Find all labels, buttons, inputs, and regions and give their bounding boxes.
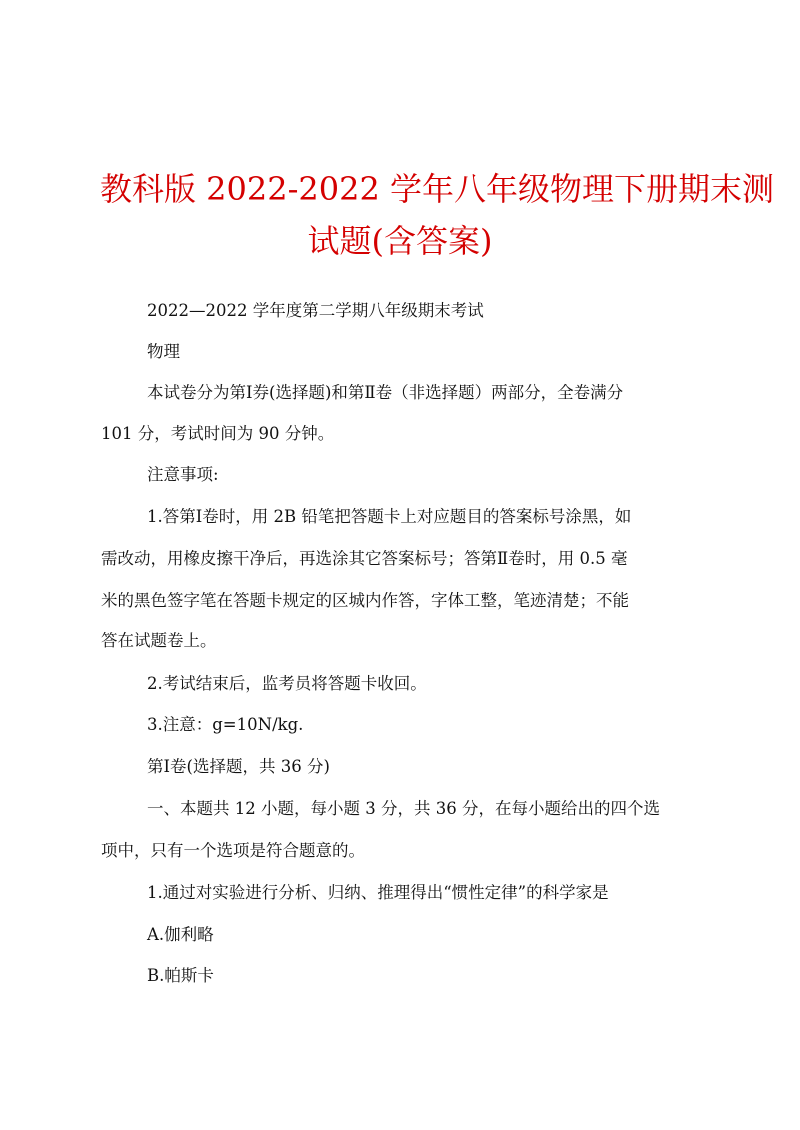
notice-2: 2.考试结束后，监考员将答题卡收回。: [147, 674, 427, 693]
notice-1-line-4: 答在试题卷上。: [101, 631, 217, 650]
question-1-option-b: B.帕斯卡: [147, 966, 214, 985]
notice-1-line-2: 需改动，用橡皮擦干净后，再选涂其它答案标号；答第Ⅱ卷时，用 0.5 毫: [101, 549, 628, 568]
notice-heading: 注意事项:: [147, 465, 219, 484]
notice-3: 3.注意：g=10N/kg.: [147, 715, 304, 734]
document-title-line-1: 教科版 2022-2022 学年八年级物理下册期末测: [100, 170, 775, 208]
paper-intro-line-2: 101 分，考试时间为 90 分钟。: [101, 424, 335, 443]
notice-1-line-1: 1.答第Ⅰ卷时，用 2B 铅笔把答题卡上对应题目的答案标号涂黑，如: [147, 507, 632, 526]
subject-label: 物理: [147, 342, 180, 361]
section-1-heading: 第Ⅰ卷(选择题，共 36 分): [147, 757, 330, 776]
notice-1-line-3: 米的黑色签字笔在答题卡规定的区城内作答，字体工整，笔迹清楚；不能: [101, 591, 629, 610]
question-1-option-a: A.伽利略: [147, 925, 214, 944]
document-title-line-2: 试题(含答案): [307, 222, 493, 260]
section-1-instructions-line-2: 项中，只有一个选项是符合题意的。: [101, 841, 365, 860]
question-1-stem: 1.通过对实验进行分析、归纳、推理得出“惯性定律”的科学家是: [147, 883, 609, 902]
paper-intro-line-1: 本试卷分为第Ⅰ券(选择题)和第Ⅱ卷（非选择题）两部分，全卷满分: [147, 383, 624, 402]
section-1-instructions-line-1: 一、本题共 12 小题，每小题 3 分，共 36 分，在每小题给出的四个选: [147, 799, 660, 818]
exam-heading: 2022—2022 学年度第二学期八年级期末考试: [147, 301, 484, 320]
